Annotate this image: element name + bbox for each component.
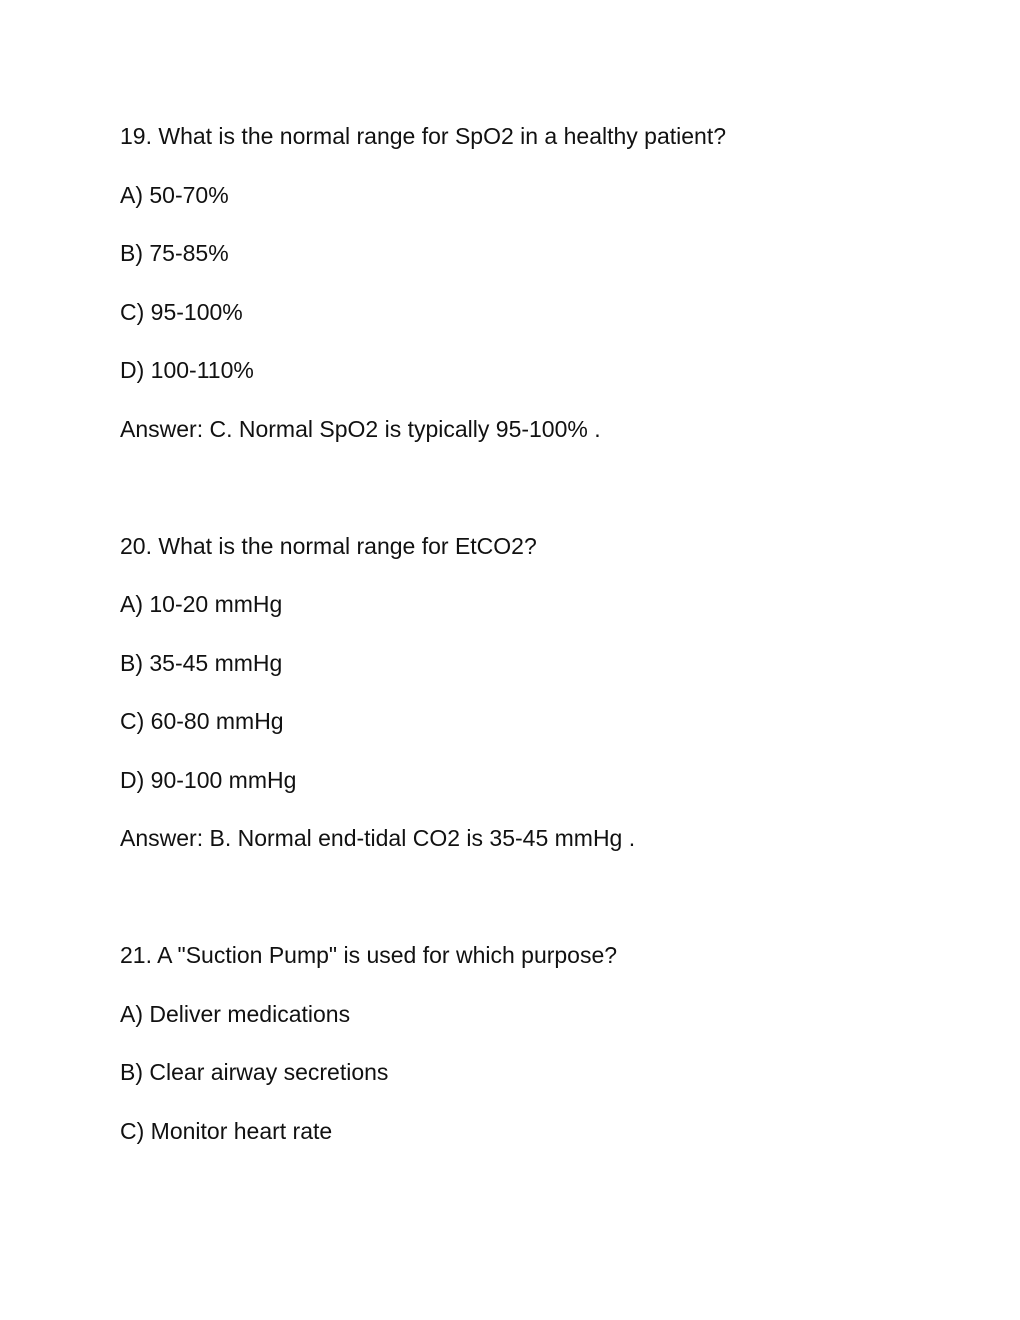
- question-19: [120, 118, 920, 447]
- answer-text: Answer: C. Normal SpO2 is typically 95-100% .: [120, 415, 601, 442]
- question-text: 20. What is the normal range for EtCO2?: [120, 532, 537, 559]
- option-d: D) 100-110%: [120, 357, 254, 383]
- question-20: [120, 528, 920, 857]
- document-content: [120, 118, 920, 1171]
- question-21: [120, 937, 920, 1149]
- option-a: A) Deliver medications: [120, 1000, 351, 1027]
- option-c: C) 95-100%: [120, 298, 243, 325]
- spacer: [120, 879, 920, 938]
- option-c: C) 60-80 mmHg: [120, 708, 284, 734]
- spacer: [120, 469, 920, 528]
- option-a: A) 50-70%: [120, 181, 229, 208]
- option-d: D) 90-100 mmHg: [120, 766, 297, 793]
- option-b: B) 75-85%: [120, 240, 229, 266]
- option-a: A) 10-20 mmHg: [120, 591, 283, 617]
- option-c: C) Monitor heart rate: [120, 1117, 333, 1144]
- question-text: 21. A "Suction Pump" is used for which purpose?: [120, 942, 618, 968]
- answer-text: Answer: B. Normal end-tidal CO2 is 35-45 mmHg .: [120, 825, 636, 851]
- question-text: 19. What is the normal range for SpO2 in a healthy patient?: [120, 123, 727, 149]
- option-b: B) 35-45 mmHg: [120, 649, 283, 676]
- option-b: B) Clear airway secretions: [120, 1059, 389, 1085]
